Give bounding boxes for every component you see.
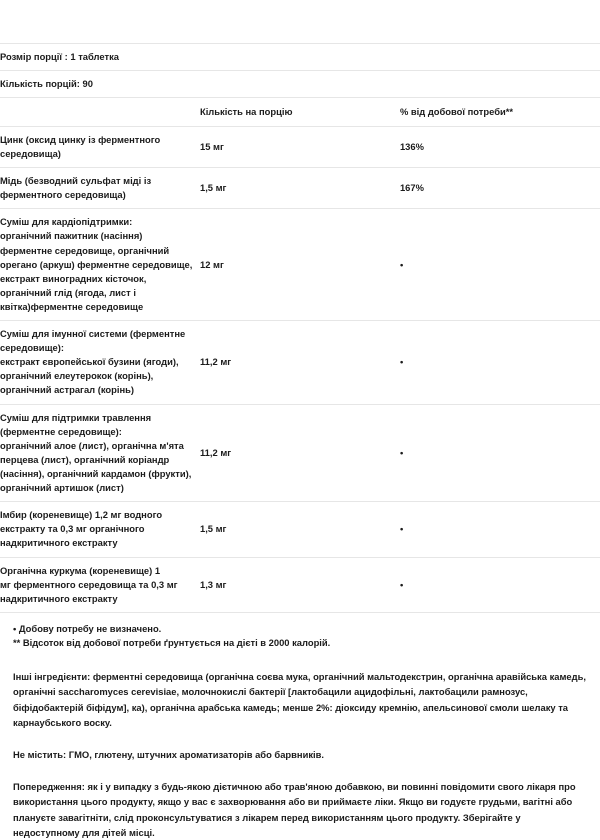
free-from-paragraph: Не містить: ГМО, глютену, штучних ароматизаторів або барвників.	[13, 749, 325, 760]
nutrient-amount-cell: 12 мг	[200, 209, 400, 321]
serving-size-value: Розмір порції : 1 таблетка	[0, 44, 600, 71]
nutrient-dv-cell: 167%	[400, 168, 600, 209]
servings-per-container-row	[0, 71, 600, 98]
table-row	[0, 404, 600, 502]
table-row	[0, 502, 600, 557]
nutrient-dv-cell: •	[400, 321, 600, 405]
nutrient-dv-cell: •	[400, 502, 600, 557]
nutrient-amount-cell: 1,5 мг	[200, 168, 400, 209]
column-header-name	[0, 98, 200, 127]
blend-title: Суміш для імунної системи (ферментне середовище):	[0, 328, 186, 354]
nutrient-amount-cell: 11,2 мг	[200, 321, 400, 405]
nutrient-description: Імбир (кореневище) 1,2 мг водного екстракту та 0,3 мг органічного надкритичного екстракту	[0, 509, 163, 549]
footnote-percent-daily-value-basis: ** Відсоток від добової потреби ґрунтується на дієті в 2000 калорій.	[13, 637, 331, 649]
table-row	[0, 557, 600, 612]
footnote-daily-value-not-established: • Добову потребу не визначено.	[13, 622, 162, 634]
blend-ingredients: екстракт європейської бузини (ягоди), органічний елеутерокок (корінь), органічний астрагал (корінь)	[0, 356, 179, 396]
nutrient-amount-cell: 1,5 мг	[200, 502, 400, 557]
blend-title: Суміш для підтримки травлення (ферментне середовище):	[0, 411, 152, 437]
nutrient-description: Мідь (безводний сульфат міді із ферментного середовища)	[0, 175, 152, 201]
table-row	[0, 126, 600, 167]
supplement-facts-table	[0, 43, 600, 613]
servings-per-container-value: Кількість порцій: 90	[0, 71, 600, 98]
nutrient-dv-cell: •	[400, 557, 600, 612]
table-row	[0, 321, 600, 405]
nutrient-name-cell	[0, 209, 200, 321]
blend-ingredients: органічний алое (лист), органічна м'ята перцева (лист), органічний коріандр (насіння), органічний кардамон (фрукти), органічний артишок (лист)	[0, 439, 192, 494]
nutrient-dv-cell: 136%	[400, 126, 600, 167]
blend-ingredients: органічний пажитник (насіння) ферментне середовище, органічний орегано (аркуш) ферментне середовище, екстракт виноградних кісточок, органічний глід (ягода, лист і квітка)ферментне середовище	[0, 230, 193, 312]
nutrient-name-cell	[0, 557, 200, 612]
blend-title: Суміш для кардіопідтримки:	[0, 216, 133, 228]
table-row	[0, 168, 600, 209]
other-ingredients-paragraph: Інші інгредієнти: ферментні середовища (органічна соєва мука, органічний мальтодекстрин, органічна аравійська камедь, органічні saccharomyces cerevisiae, молочнокислі бактерії [лактобацили ацидофільні, лактобацили рамнозус, біфідобактерій біфідум], ка), органічна арабська камедь; менше 2%: діоксиду кремнію, апельсинової смоли шелаку та карнаубського воску.	[13, 671, 586, 728]
nutrient-dv-cell: •	[400, 209, 600, 321]
supplement-facts-table-body	[0, 44, 600, 613]
footnotes-block	[0, 613, 600, 651]
nutrient-description: Цинк (оксид цинку із ферментного середовища)	[0, 133, 161, 159]
nutrient-name-cell	[0, 502, 200, 557]
nutrient-amount-cell: 11,2 мг	[200, 404, 400, 502]
nutrient-name-cell	[0, 321, 200, 405]
blend-ingredients: мг ферментного середовища та 0,3 мг надкритичного екстракту	[0, 578, 178, 604]
nutrient-amount-cell: 15 мг	[200, 126, 400, 167]
warning-paragraph: Попередження: як і у випадку з будь-якою дієтичною або трав'яною добавкою, ви повинні повідомити свого лікаря про використання цього продукту, якщо у вас є захворювання або ви приймаєте ліки. Якщо ви годуєте грудьми, вагітні або плануєте завагітніти, слід проконсультуватися з лікарем перед використанням цього продукту. Зберігайте у недоступному для дітей місці.	[13, 781, 576, 838]
nutrient-name-cell	[0, 126, 200, 167]
blend-title: Органічна куркума (кореневище) 1	[0, 564, 161, 576]
table-header-row	[0, 98, 600, 127]
nutrient-name-cell	[0, 404, 200, 502]
nutrient-amount-cell: 1,3 мг	[200, 557, 400, 612]
serving-size-row	[0, 44, 600, 71]
nutrient-dv-cell: •	[400, 404, 600, 502]
nutrient-name-cell	[0, 168, 200, 209]
column-header-amount-per-serving: Кількість на порцію	[200, 98, 400, 127]
column-header-percent-daily-value: % від добової потреби**	[400, 98, 600, 127]
table-row	[0, 209, 600, 321]
top-spacer	[0, 0, 600, 43]
